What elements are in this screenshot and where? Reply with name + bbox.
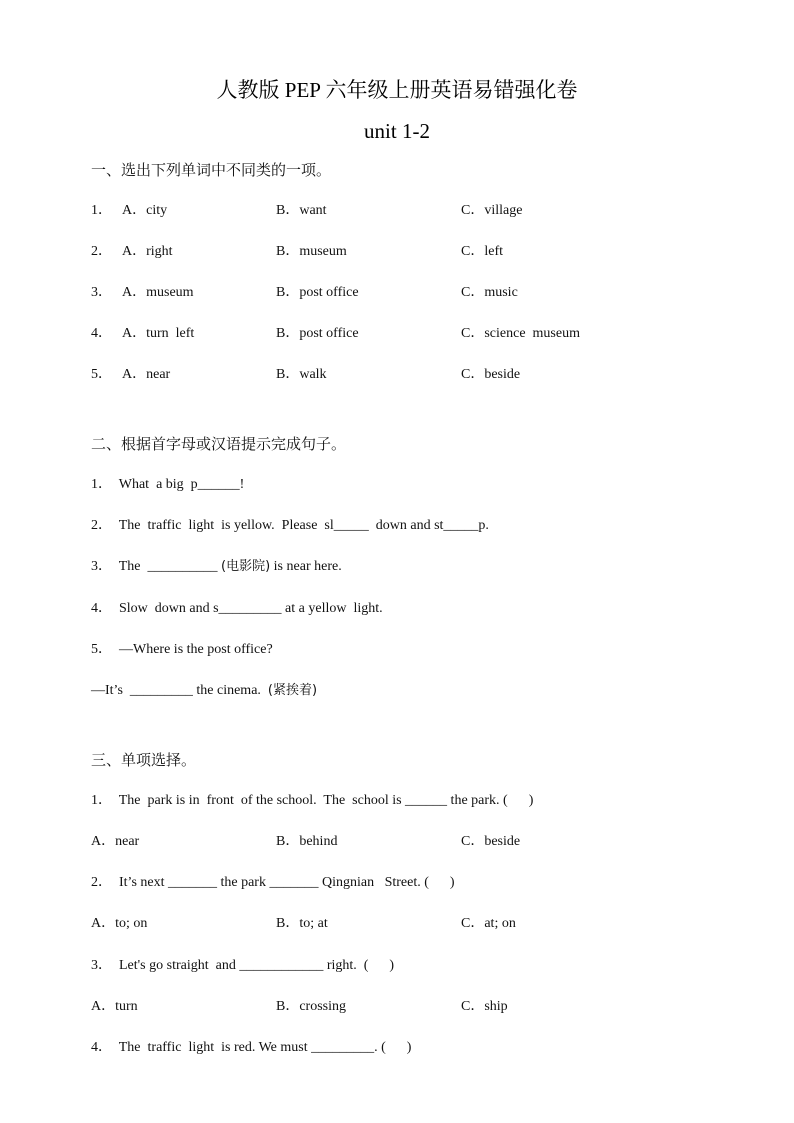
- section-1-heading: 一、选出下列单词中不同类的一项。: [91, 161, 332, 179]
- s1-q4-option-b: B．post office: [276, 326, 359, 341]
- s1-q2-number: 2．: [91, 244, 112, 259]
- s1-q5-number: 5．: [91, 367, 112, 382]
- s2-q3: [91, 558, 342, 576]
- s3-q1-option-a: A．near: [91, 834, 140, 849]
- section-3-heading: 三、单项选择。: [91, 751, 197, 769]
- s1-q1-option-a: A．city: [122, 203, 168, 218]
- s2-q3-hint: (电影院): [221, 559, 271, 574]
- s3-q1-option-c: C．beside: [461, 834, 521, 849]
- s1-q4-option-c: C．science museum: [461, 326, 580, 341]
- s2-q2: 2． The traffic light is yellow. Please sl_____ down and st_____p.: [91, 518, 489, 533]
- s1-q3-number: 3．: [91, 285, 112, 300]
- s1-q5-option-a: A．near: [122, 367, 171, 382]
- s3-q4-stem: 4． The traffic light is red. We must _________. ( ): [91, 1040, 412, 1055]
- s1-q4-number: 4．: [91, 326, 112, 341]
- s1-q2-option-a: A．right: [122, 244, 173, 259]
- s3-q3-stem: 3． Let's go straight and ____________ right. ( ): [91, 958, 395, 973]
- s1-q3-option-b: B．post office: [276, 285, 359, 300]
- s3-q2-option-b: B．to; at: [276, 916, 328, 931]
- s2-q5-hint: (紧挨着): [267, 683, 318, 698]
- s3-q3-option-c: C．ship: [461, 999, 508, 1014]
- s1-q1-option-c: C．village: [461, 203, 523, 218]
- worksheet-subtitle: unit 1-2: [364, 119, 430, 143]
- s3-q2-option-a: A．to; on: [91, 916, 148, 931]
- s1-q5-option-c: C．beside: [461, 367, 521, 382]
- s3-q2-option-c: C．at; on: [461, 916, 516, 931]
- s1-q1-number: 1．: [91, 203, 112, 218]
- s1-q2-option-c: C．left: [461, 244, 503, 259]
- s3-q1-stem: 1． The park is in front of the school. The school is ______ the park. ( ): [91, 793, 534, 808]
- s2-q4: 4． Slow down and s_________ at a yellow light.: [91, 601, 383, 616]
- s1-q3-option-a: A．museum: [122, 285, 194, 300]
- s1-q4-option-a: A．turn left: [122, 326, 195, 341]
- s1-q5-option-b: B．walk: [276, 367, 327, 382]
- s1-q2-option-b: B．museum: [276, 244, 347, 259]
- s1-q1-option-b: B．want: [276, 203, 327, 218]
- s3-q3-option-a: A．turn: [91, 999, 138, 1014]
- s3-q3-option-b: B．crossing: [276, 999, 346, 1014]
- section-2-heading: 二、根据首字母或汉语提示完成句子。: [91, 435, 347, 453]
- s2-q5-question: 5． —Where is the post office?: [91, 642, 273, 657]
- s2-q5-answer-text: —It’s _________ the cinema.: [91, 683, 268, 698]
- s2-q3-part-2: is near here.: [270, 559, 342, 574]
- s1-q3-option-c: C．music: [461, 285, 518, 300]
- s3-q1-option-b: B．behind: [276, 834, 338, 849]
- worksheet-title: 人教版 PEP 六年级上册英语易错强化卷: [216, 78, 578, 102]
- s2-q1: 1． What a big p______!: [91, 477, 245, 492]
- s2-q3-part-1: 3． The __________: [91, 559, 222, 574]
- s2-q5-answer: [91, 682, 317, 700]
- s3-q2-stem: 2． It’s next _______ the park _______ Qingnian Street. ( ): [91, 875, 455, 890]
